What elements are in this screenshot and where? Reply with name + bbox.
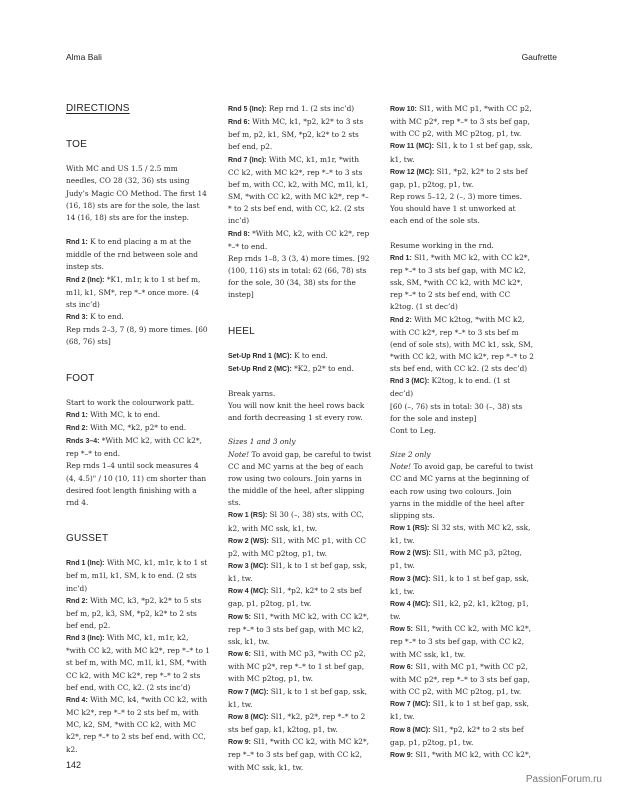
heel-setup-rnd-2: Set-Up Rnd 2 (MC): *K2, p2* to end. [228, 363, 354, 373]
heel-repeat: Rep rows 5–12, 2 (–, 3) more times. You should have 1 st unworked at each end of the sole sts. [390, 192, 522, 226]
heel-row-12: Row 12 (MC): Sl1, *p2, k2* to 2 sts bef gap, p1, p2tog, p1, tw. [390, 166, 528, 189]
gusset-rnd-3: Rnd 3 (Inc): With MC, k1, m1r, k2, *with CC k2, with MC k2*, rep *–* to 1 st bef m, with MC, m1l, k1, SM, *with CC k2, with MC k2*, rep *–* to 2 sts bef end, with CC, k2. (2 sts inc’d) [66, 633, 210, 692]
toe-rnd-2: Rnd 2 (Inc): *K1, m1r, k to 1 st bef m, m1l, k1, SM*, rep *–* once more. (4 sts inc’d) [66, 274, 201, 309]
header-pattern-title: Gaufrette [521, 52, 557, 62]
gusset-rnd-7: Rnd 7 (Inc): With MC, k1, m1r, *with CC k2, with MC k2*, rep *–* to 3 sts bef m, with CC, k2, with MC, m1l, k1, SM, *with CC k2, with MC k2*, rep *–* to 2 sts bef end, with CC, k2. (2 sts inc’d) [228, 154, 369, 226]
size-2-row-4: Row 4 (MC): Sl1, k2, p2, k1, k2tog, p1, tw. [390, 598, 529, 622]
resume-rnd: Resume working in the rnd. [390, 240, 494, 250]
heel-row-8: Row 8 (MC): Sl1, *k2, p2*, rep *–* to 2 sts bef gap, k1, k2tog, p1, tw. [228, 711, 366, 735]
size-2-row-6: Row 6: Sl1, with MC p1, *with CC p2, with MC p2*, rep *–* to 3 sts bef gap, with CC p2, with MC p2tog, p1, tw. [390, 661, 530, 697]
size-2-row-1: Row 1 (RS): Sl 32 sts, with MC k2, ssk, k1, tw. [390, 523, 531, 546]
size-2-row-9: Row 9: Sl1, *with MC k2, with CC k2*, [390, 749, 531, 759]
resume-rnd-3: Rnd 3 (MC): K2tog, k to end. (1 st dec’d) [390, 376, 511, 399]
foot-intro: Start to work the colourwork patt. [66, 397, 195, 407]
size-2-row-5: Row 5: Sl1, *with CC k2, with MC k2*, rep *–* to 3 sts bef gap, with CC k2, with MC ssk, k1, tw. [390, 624, 531, 659]
column-3 [390, 103, 534, 762]
column-2 [228, 103, 372, 774]
heel-row-7: Row 7 (MC): Sl1, k to 1 st bef gap, ssk, k1, tw. [228, 686, 367, 709]
heel-note: Note! To avoid gap, be careful to twist CC and MC yarns at the beg of each row using two colours. Join yarns in the middle of the heel, after slipping sts. [228, 449, 372, 508]
cont-to-leg: Cont to Leg. [390, 425, 437, 435]
watermark: PassionForum.ru [525, 774, 602, 785]
heel-row-5: Row 5: Sl1, *with MC k2, with CC k2*, rep *–* to 3 sts bef gap, with MC k2, ssk, k1, tw. [228, 611, 369, 646]
gusset-rnd-2: Rnd 2: With MC, k3, *p2, k2* to 5 sts bef m, p2, k3, SM, *p2, k2* to 2 sts bef end, p2. [66, 595, 202, 630]
page-number: 142 [66, 760, 82, 770]
size-2-note: Note! To avoid gap, be careful to twist CC and MC yarns at the beginning of each row using two colours. Join yarns in the middle of the heel after slipping sts. [390, 462, 534, 520]
foot-rnds-3-4: Rnds 3–4: *With MC k2, with CC k2*, rep *–* to end. [66, 436, 202, 459]
gusset-heading: GUSSET [66, 533, 109, 545]
heel-row-9: Row 9: Sl1, *with CC k2, with MC k2*, rep *–* to 3 sts bef gap, with CC k2, with MC ssk, k1, tw. [228, 737, 369, 772]
foot-repeat: Rep rnds 1–4 until sock measures 4 (4, 4.5)" / 10 (10, 11) cm shorter than desired foot length finishing with a rnd 4. [66, 461, 207, 507]
toe-rnd-1: Rnd 1: K to end placing a m at the middle of the rnd between sole and instep sts. [66, 237, 198, 272]
stitch-total: [60 (–, 76) sts in total: 30 (–, 38) sts for the sole and instep] [390, 401, 523, 423]
size-2-row-3: Row 3 (MC): Sl1, k to 1 st bef gap, ssk, k1, tw. [390, 573, 529, 596]
gusset-rnd-4: Rnd 4: With MC, k4, *with CC k2, with MC k2*, rep *–* to 2 sts bef m, with MC, k2, SM, *with CC k2, with MC k2*, rep *–* to 2 sts bef end, with CC, k2. [66, 694, 208, 754]
gusset-rnd-6: Rnd 6: With MC, k1, *p2, k2* to 3 sts bef m, p2, k1, SM, *p2, k2* to 2 sts bef end, p2. [228, 117, 364, 152]
heel-row-1: Row 1 (RS): Sl 30 (–, 38) sts, with CC, k2, with MC ssk, k1, tw. [228, 510, 364, 533]
gusset-repeat: Rep rnds 1–8, 3 (3, 4) more times. [92 (100, 116) sts in total: 62 (66, 78) sts for the sole, 30 (34, 38) sts for the instep] [228, 253, 370, 300]
toe-heading: TOE [66, 139, 87, 151]
size-2-row-7: Row 7 (MC): Sl1, k to 1 st bef gap, ssk, k1, tw. [390, 699, 529, 722]
resume-rnd-2: Rnd 2: With MC k2tog, *with MC k2, with CC k2*, rep *–* to 3 sts bef m (end of sole sts), with MC k1, ssk, SM, *with CC k2, with MC k2*, rep *–* to 2 sts bef end, with CC k2. (2 sts dec’d) [390, 314, 534, 374]
gusset-rnd-8: Rnd 8: *With MC, k2, with CC k2*, rep *–* to end. [228, 228, 370, 251]
heel-setup-rnd-1: Set-Up Rnd 1 (MC): K to end. [228, 350, 328, 360]
sizes-1-3-subheading: Sizes 1 and 3 only [228, 437, 296, 447]
heel-break-yarns: Break yarns. [228, 388, 276, 398]
heel-row-2: Row 2 (WS): Sl1, with MC p1, with CC p2, with MC p2tog, p1, tw. [228, 535, 366, 558]
heel-row-4: Row 4 (MC): Sl1, *p2, k2* to 2 sts bef gap, p1, p2tog, p1, tw. [228, 586, 362, 609]
heel-heading: HEEL [228, 325, 255, 337]
resume-rnd-1: Rnd 1: Sl1, *with MC k2, with CC k2*, rep *–* to 3 sts bef gap, with MC k2, ssk, SM, *with CC k2, with MC k2*, rep *–* to 2 sts bef end, with CC k2tog. (1 st dec’d) [390, 252, 530, 312]
directions-heading: DIRECTIONS [66, 103, 130, 114]
heel-row-10: Row 10: Sl1, with MC p1, *with CC p2, with MC p2*, rep *–* to 3 sts bef gap, with CC p2, with MC p2tog, p1, tw. [390, 104, 532, 139]
size-2-row-2: Row 2 (WS): Sl1, with MC p3, p2tog, p1, tw. [390, 548, 522, 571]
foot-rnd-1: Rnd 1: With MC, k to end. [66, 409, 161, 419]
toe-rnd-3: Rnd 3: K to end. [66, 312, 124, 322]
heel-row-3: Row 3 (MC): Sl1, k to 1 st bef gap, ssk, k1, tw. [228, 561, 367, 584]
column-1 [66, 103, 210, 756]
heel-intro: You will now knit the heel rows back and forth decreasing 1 st every row. [228, 401, 365, 423]
toe-intro: With MC and US 1.5 / 2.5 mm needles, CO 28 (32, 36) sts using Judy’s Magic CO Method. The first 14 (16, 18) sts are for the sole, the last 14 (16, 18) sts are for the instep. [66, 164, 207, 222]
size-2-row-8: Row 8 (MC): Sl1, *p2, k2* to 2 sts bef gap, p1, p2tog, p1, tw. [390, 724, 524, 747]
foot-rnd-2: Rnd 2: With MC, *k2, p2* to end. [66, 422, 187, 432]
gusset-rnd-5: Rnd 5 (Inc): Rep rnd 1. (2 sts inc’d) [228, 104, 355, 113]
size-2-subheading: Size 2 only [390, 450, 431, 460]
gusset-rnd-1: Rnd 1 (Inc): With MC, k1, m1r, k to 1 st bef m, m1l, k1, SM, k to end. (2 sts inc’d) [66, 558, 208, 593]
toe-repeat: Rep rnds 2–3, 7 (8, 9) more times. [60 (68, 76) sts] [66, 325, 208, 347]
heel-row-11: Row 11 (MC): Sl1, k to 1 st bef gap, ssk, k1, tw. [390, 141, 533, 164]
heel-row-6: Row 6: Sl1, with MC p3, *with CC p2, with MC p2*, rep *–* to 1 st bef gap, with MC p2tog, p1, tw. [228, 649, 366, 684]
foot-heading: FOOT [66, 372, 95, 384]
header-author: Alma Bali [66, 52, 102, 62]
